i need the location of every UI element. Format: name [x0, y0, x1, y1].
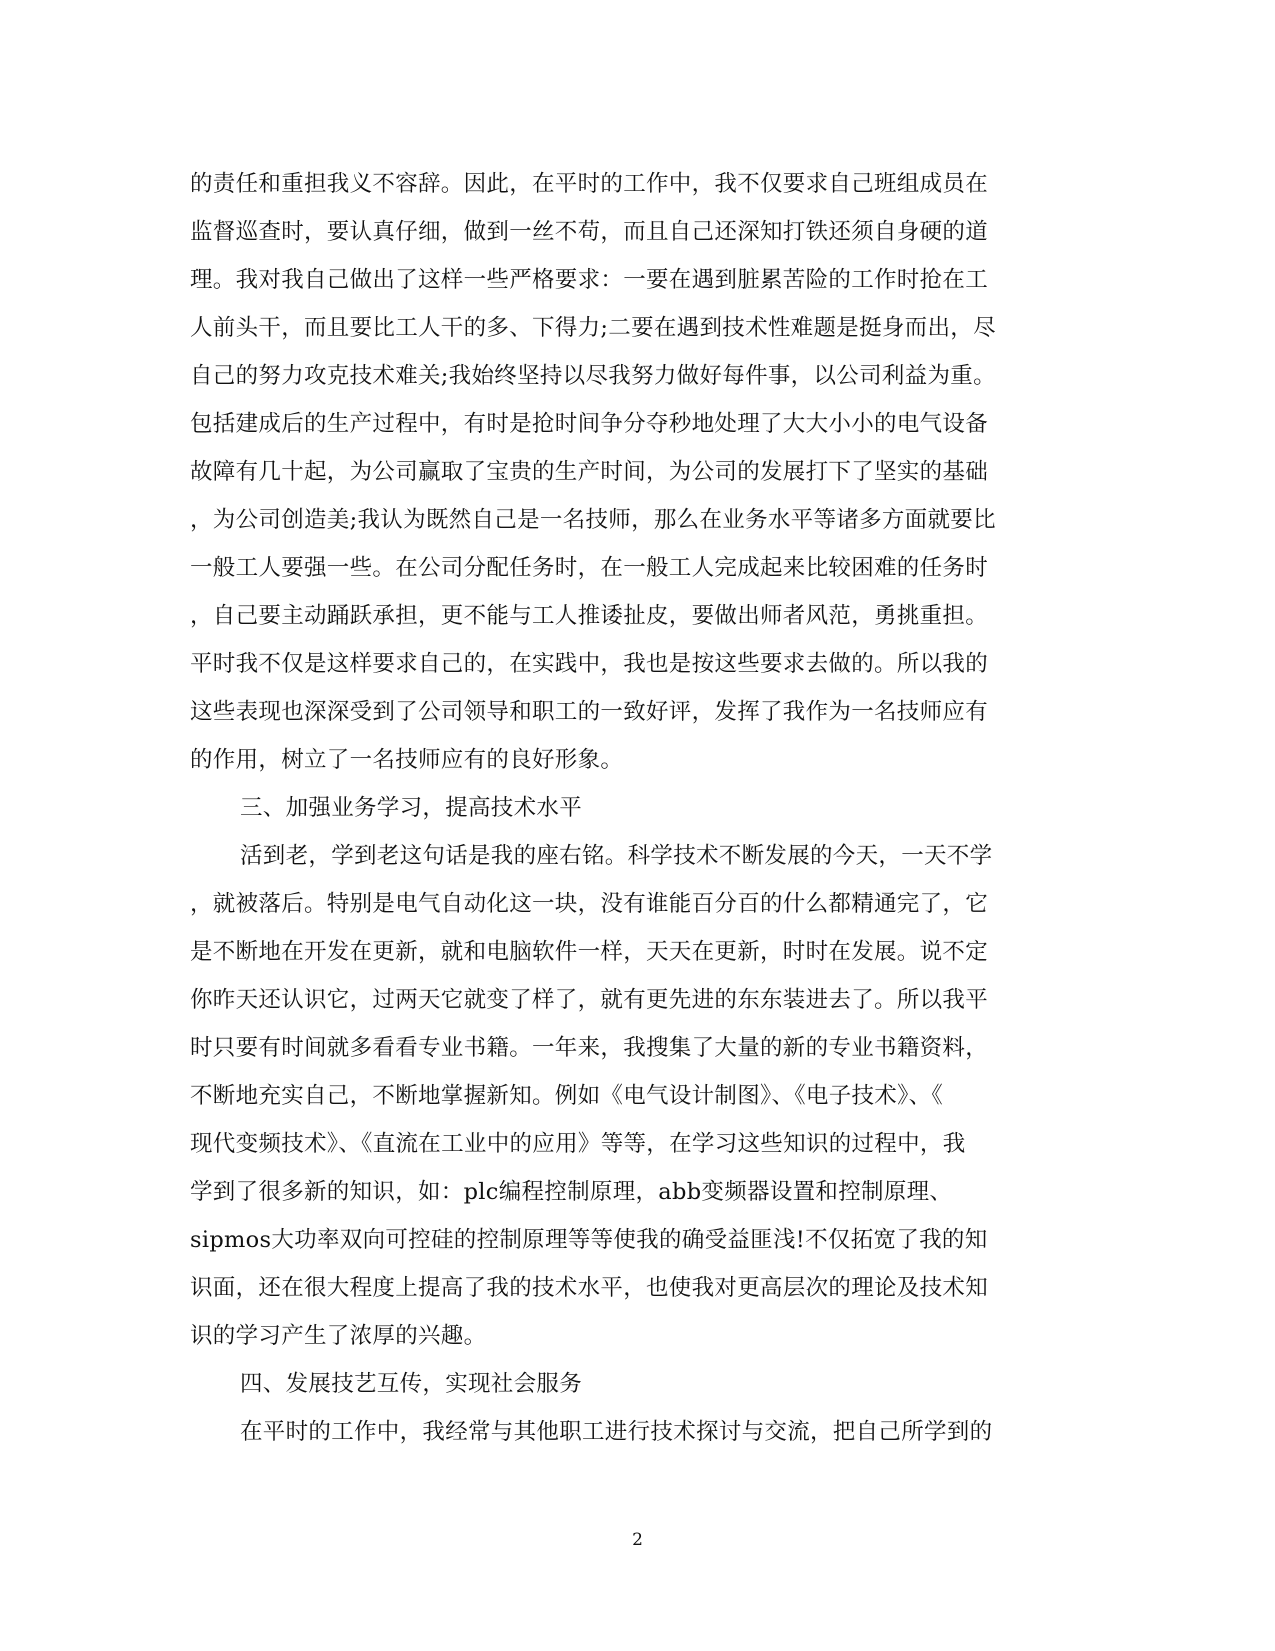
- text-line: 平时我不仅是这样要求自己的，在实践中，我也是按这些要求去做的。所以我的: [190, 651, 989, 677]
- text-line: 人前头干，而且要比工人干的多、下得力;二要在遇到技术性难题是挺身而出，尽: [190, 315, 996, 341]
- text-line: 识的学习产生了浓厚的兴趣。: [190, 1323, 487, 1349]
- text-line: sipmos大功率双向可控硅的控制原理等等使我的确受益匪浅!不仅拓宽了我的知: [190, 1227, 988, 1253]
- text-line: 你昨天还认识它，过两天它就变了样了，就有更先进的东东装进去了。所以我平: [190, 987, 989, 1013]
- section-heading: 三、加强业务学习，提高技术水平: [240, 795, 583, 821]
- body-text: [190, 160, 1090, 1456]
- text-line: 活到老，学到老这句话是我的座右铭。科学技术不断发展的今天，一天不学: [240, 843, 993, 869]
- text-line: 现代变频技术》、《直流在工业中的应用》等等，在学习这些知识的过程中，我: [190, 1131, 966, 1157]
- text-line: 的作用，树立了一名技师应有的良好形象。: [190, 747, 624, 773]
- text-line: 包括建成后的生产过程中，有时是抢时间争分夺秒地处理了大大小小的电气设备: [190, 411, 989, 437]
- text-line: 故障有几十起，为公司赢取了宝贵的生产时间，为公司的发展打下了坚实的基础: [190, 459, 989, 485]
- text-line: 理。我对我自己做出了这样一些严格要求：一要在遇到脏累苦险的工作时抢在工: [190, 267, 989, 293]
- text-line: 时只要有时间就多看看专业书籍。一年来，我搜集了大量的新的专业书籍资料，: [190, 1035, 989, 1061]
- text-line: ，为公司创造美;我认为既然自己是一名技师，那么在业务水平等诸多方面就要比: [190, 507, 996, 533]
- text-line: ，自己要主动踊跃承担，更不能与工人推诿扯皮，要做出师者风范，勇挑重担。: [190, 603, 989, 629]
- text-line: ，就被落后。特别是电气自动化这一块，没有谁能百分百的什么都精通完了，它: [190, 891, 989, 917]
- text-line: 在平时的工作中，我经常与其他职工进行技术探讨与交流，把自己所学到的: [240, 1419, 993, 1445]
- page-number: 2: [632, 1530, 643, 1550]
- text-line: 一般工人要强一些。在公司分配任务时，在一般工人完成起来比较困难的任务时: [190, 555, 989, 581]
- text-line: 自己的努力攻克技术难关;我始终坚持以尽我努力做好每件事，以公司利益为重。: [190, 363, 996, 389]
- text-line: 不断地充实自己，不断地掌握新知。例如《电气设计制图》、《电子技术》、《: [190, 1083, 944, 1109]
- section-heading: 四、发展技艺互传，实现社会服务: [240, 1371, 583, 1397]
- text-line: 这些表现也深深受到了公司领导和职工的一致好评，发挥了我作为一名技师应有: [190, 699, 989, 725]
- text-line: 监督巡查时，要认真仔细，做到一丝不苟，而且自己还深知打铁还须自身硬的道: [190, 219, 989, 245]
- text-line: 是不断地在开发在更新，就和电脑软件一样，天天在更新，时时在发展。说不定: [190, 939, 989, 965]
- text-line: 识面，还在很大程度上提高了我的技术水平，也使我对更高层次的理论及技术知: [190, 1275, 989, 1301]
- text-line: 学到了很多新的知识，如：plc编程控制原理，abb变频器设置和控制原理、: [190, 1179, 953, 1205]
- text-line: 的责任和重担我义不容辞。因此，在平时的工作中，我不仅要求自己班组成员在: [190, 171, 989, 197]
